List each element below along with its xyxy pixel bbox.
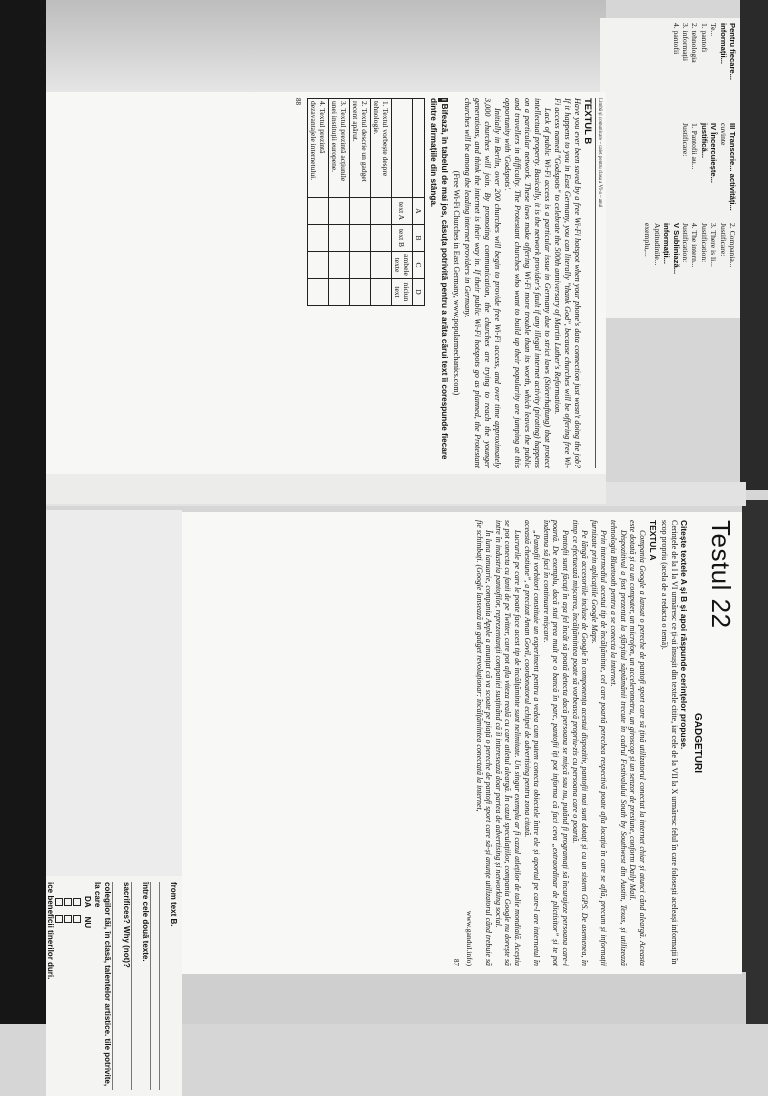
text-a-paragraph: Lucrurile pe care le poate face acest tip de încălțăminte sunt nelimitate. Un singur exemplu ar fi cazul atleților de talie mondială. Aceștia se pot conecta cu fanii de pe Twitter, care pot afla viteza reală cu care atletul aleargă. În cazul speculațiilor, compania Google nu dorește să intre în industria pantofilor, reprezentanții companiei susținând că îi interesează doar partea de advertising și networking social. <box>493 520 523 966</box>
table-header-columns <box>392 99 413 306</box>
col3-item: Justification: <box>699 223 709 263</box>
text-a-paragraph: Prin intermediul acestui tip de încălțăminte, cel care poartă perechea respectivă poate afla locația în care se află, precum și informații furnizate prin aplicațiile Google Maps. <box>589 520 609 966</box>
answer-cell[interactable] <box>308 279 329 306</box>
text-b-paragraph: Have you ever been saved by a free Wi-Fi hotspot when your phone's data connection just wasn't doing the job? If it happens to you in East Germany, you can literally "thank God", because churches will be offering free Wi-Fi access named "Godspots" to celebrate the 500th anniversary of Martin Luther's Reformation. <box>553 98 582 468</box>
table-statement: 3. Textul prezintă acțiunile unei instituții europene. <box>329 99 350 198</box>
yes-checkbox[interactable] <box>56 898 64 906</box>
col3-item: 3. informații <box>680 23 690 61</box>
table-statement: 4. Textul prezintă dezavantajele internetului. <box>308 99 329 198</box>
col3-item: 1. pantofi <box>699 23 709 53</box>
answer-cell[interactable] <box>371 198 392 225</box>
col3-block3-title: IV Încercuiește... justifică... <box>699 123 719 183</box>
test-topic: GADGETURI <box>692 713 703 773</box>
no-checkbox[interactable] <box>74 915 82 923</box>
text-a-paragraph: „Pantofii vorbitori constituie un experiment pentru a vedea cum putem conecta obiectele între ele și aportul pe care-l are internetul în această chestiune”, a precizat Aman Govil, coordonatorul echipei de advertising pentru zona citată. <box>522 520 542 966</box>
col3-item: Justification: <box>680 223 690 263</box>
yes-no-header <box>82 896 92 1090</box>
exercise-1-instruction <box>428 98 449 468</box>
table-corner <box>392 99 413 198</box>
col3-item: 2. Compania... <box>728 223 737 268</box>
table-letter: C <box>413 252 425 279</box>
col3-block-3 <box>643 223 737 313</box>
next-page-column <box>600 18 740 318</box>
col3-item: 2. tehnologia <box>690 23 700 63</box>
table-column-header: text B <box>392 225 413 252</box>
no-checkbox[interactable] <box>65 915 73 923</box>
answer-cell[interactable] <box>308 225 329 252</box>
checkbox-row <box>55 898 64 1090</box>
text-b-paragraph: Initially in Berlin, over 200 churches will begin to provide free Wi-Fi access, and over time approximately 3,000 churches will join. By promoting communication, the churches are trying to reach the younger generations, and think the internet is their way in. If their public Wi-Fi hotspots go as planned, the Protestant churches will be among the leading internet providers in Germany. <box>463 98 502 468</box>
checkbox-row <box>73 898 82 1090</box>
text-a-paragraph: Dispozitivul a fost prezentat la sfârșitul săptămânii trecute în cadrul Festivalului South by Southwest din Austin, Texas, și utilizează tehnologia Bluetooth pentru a se conecta la internet. <box>609 520 628 966</box>
col3-item: 4. The intern... <box>690 223 700 268</box>
col1-line: colegilor tăi, în clasă, talentelor artistice. tile potrivite, la care <box>93 882 112 1087</box>
running-head: Limbă și comunicare – caiet pentru clasa a VI-a – anul <box>595 98 602 468</box>
scanner-edge-left <box>0 0 46 1024</box>
text-a-source: www.gandul.info) <box>465 910 475 966</box>
col3-item: Te... <box>709 23 719 37</box>
col3-item: Justificare: <box>680 123 690 157</box>
no-label: NU <box>83 916 92 929</box>
table-row <box>329 99 350 306</box>
previous-page-column <box>46 876 182 1096</box>
col3-item: exemplu,... <box>643 223 653 257</box>
col3-block2-title: III Transcrie... activități... <box>728 123 737 211</box>
no-checkbox[interactable] <box>56 915 64 923</box>
text-a-paragraph: Pantofii sunt făcuți în așa fel încât să poată detecta dacă persoana se mișcă sau nu, putând fi programați să încurajeze persoana care-i poartă. De exemplu, dacă stai prea mult pe o bancă în parc, pantofii îți pot informa că faci ceva „extraordinar de plictisitor” și te pot îndemna să faci în continuare mișcare. <box>541 520 571 966</box>
answer-cell[interactable] <box>350 225 371 252</box>
col3-item: 3. There is li... <box>709 223 719 267</box>
exercise-number: I <box>440 99 446 101</box>
table-letter: B <box>413 225 425 252</box>
answer-cell[interactable] <box>329 279 350 306</box>
col3-block2-sub: cuvinte <box>718 123 728 146</box>
answer-cell[interactable] <box>371 225 392 252</box>
test-title: Testul 22 <box>706 520 736 629</box>
col3-block-1 <box>643 23 737 113</box>
table-row <box>371 99 392 306</box>
exercise-1-text: Bifează, în tabelul de mai jos, căsuța potrivită pentru a arăta cărui text îi corespunde fiecare dintre afirmațiile din stânga. <box>429 98 449 460</box>
col3-item: 4. pantofii <box>671 23 681 55</box>
scanner-edge-right-bottom <box>742 500 768 1024</box>
col1-line: sacrifices? Why (not)? <box>122 882 131 968</box>
answer-cell[interactable] <box>350 198 371 225</box>
answer-table <box>307 98 425 306</box>
page-shadow-top <box>46 0 606 100</box>
table-letter: D <box>413 279 425 306</box>
col3-item-title: Pentru fiecare... informații... <box>718 23 737 80</box>
text-a-paragraph: În luna ianuarie, compania Apple a anunțat că va scoate pe piață o pereche de pantofi sport care să-și anunțe utilizatorul când trebuie să fie schimbați. (Google lansează un gadget revoluționar: încălțămintea conectată la internet, <box>474 520 494 966</box>
answer-cell[interactable] <box>371 252 392 279</box>
col1-line: from text B. <box>169 882 178 927</box>
yes-checkbox[interactable] <box>65 898 73 906</box>
table-corner <box>413 99 425 198</box>
col3-item: Justificare: <box>718 223 728 257</box>
answer-line[interactable] <box>150 882 159 1090</box>
table-row <box>308 99 329 306</box>
answer-line[interactable] <box>159 882 168 1090</box>
answer-cell[interactable] <box>350 252 371 279</box>
answer-cell[interactable] <box>329 198 350 225</box>
yes-checkbox[interactable] <box>74 898 82 906</box>
table-column-header: text A <box>392 198 413 225</box>
text-b-source: (Free Wi-Fi Churches in East Germany, www.popularmechanics.com) <box>452 170 461 396</box>
page-number: 88 <box>294 98 302 105</box>
task-description: Cerințele de la I la VI urmăresc ce ți-ai însușit din textele citite, iar cele de la VII la X urmăresc felul în care folosești aceleași informații în scop propriu (acela de a redacta o temă). <box>660 520 679 965</box>
col1-line: între cele două texte. <box>141 882 150 962</box>
answer-cell[interactable] <box>329 225 350 252</box>
page-87 <box>182 512 742 974</box>
answer-cell[interactable] <box>350 279 371 306</box>
col1-line: ice beneficii tinerilor duri. <box>46 882 55 980</box>
page-number: 87 <box>451 959 460 966</box>
table-row <box>350 99 371 306</box>
answer-cell[interactable] <box>308 198 329 225</box>
checkbox-row <box>64 898 73 1090</box>
answer-cell[interactable] <box>371 279 392 306</box>
task-title: Citește textele A și B și apoi răspunde cerințelor propuse. <box>679 520 689 750</box>
text-b-paragraph: Lack of public Wi-Fi access is a particular issue in Germany due to strict laws (Störerhaftung) that protect intellectual property. Basically, it is the network provider's fault if any illegal internet activity (pirating) happens on a particular network. These laws make offering Wi-Fi more trouble than its worth, which leaves the public and travellers in difficulty. The Protestant churches who want to build up their popularity are jumping at this opportunity with 'Godspots'. <box>503 98 552 468</box>
text-a-paragraph: Pe lângă accesoriile incluse de Google în componența acestui dispozitiv, pantofii mai sunt dotați și cu un sistem GPS. De asemenea, în timp ce efectuează mișcarea, încălțămintea poate să vorbească propriu-zis cu persoana care o poartă. <box>570 520 590 966</box>
text-a-title: TEXTUL A <box>647 520 658 561</box>
yes-label: DA <box>83 896 92 908</box>
page-88 <box>46 92 606 474</box>
col3-block4-title: V Subliniază... informații... <box>662 223 681 275</box>
page-88-margin-strip <box>46 474 606 504</box>
col3-item: 1. Pantofii au... <box>690 123 700 170</box>
table-letter: A <box>413 198 425 225</box>
table-statement: 1. Textul vorbește despre tehnologie. <box>371 99 392 198</box>
col3-item: Aptitudinile... <box>652 223 662 266</box>
answer-cell[interactable] <box>329 252 350 279</box>
text-a-paragraph: Compania Google a lansat o pereche de pantofi sport care să țină utilizatorul conectat la internet chiar și atunci când aleargă. Aceasta este dotată și cu un computer, un microfon, un accelerometru, un giroscop și un senzor de presiune, conform Daily Mail. <box>628 520 647 966</box>
answer-cell[interactable] <box>308 252 329 279</box>
answer-line[interactable] <box>112 882 121 1090</box>
table-column-header: niciun text <box>392 279 413 306</box>
col3-block-2 <box>643 123 737 213</box>
text-b-title: TEXTUL B <box>582 98 593 145</box>
table-header-letters <box>413 99 425 306</box>
answer-line[interactable] <box>131 882 140 1090</box>
table-statement: 2. Textul descrie un gadget recent apărut. <box>350 99 371 198</box>
scanner-edge-right-top <box>740 0 768 490</box>
table-column-header: ambele texte <box>392 252 413 279</box>
